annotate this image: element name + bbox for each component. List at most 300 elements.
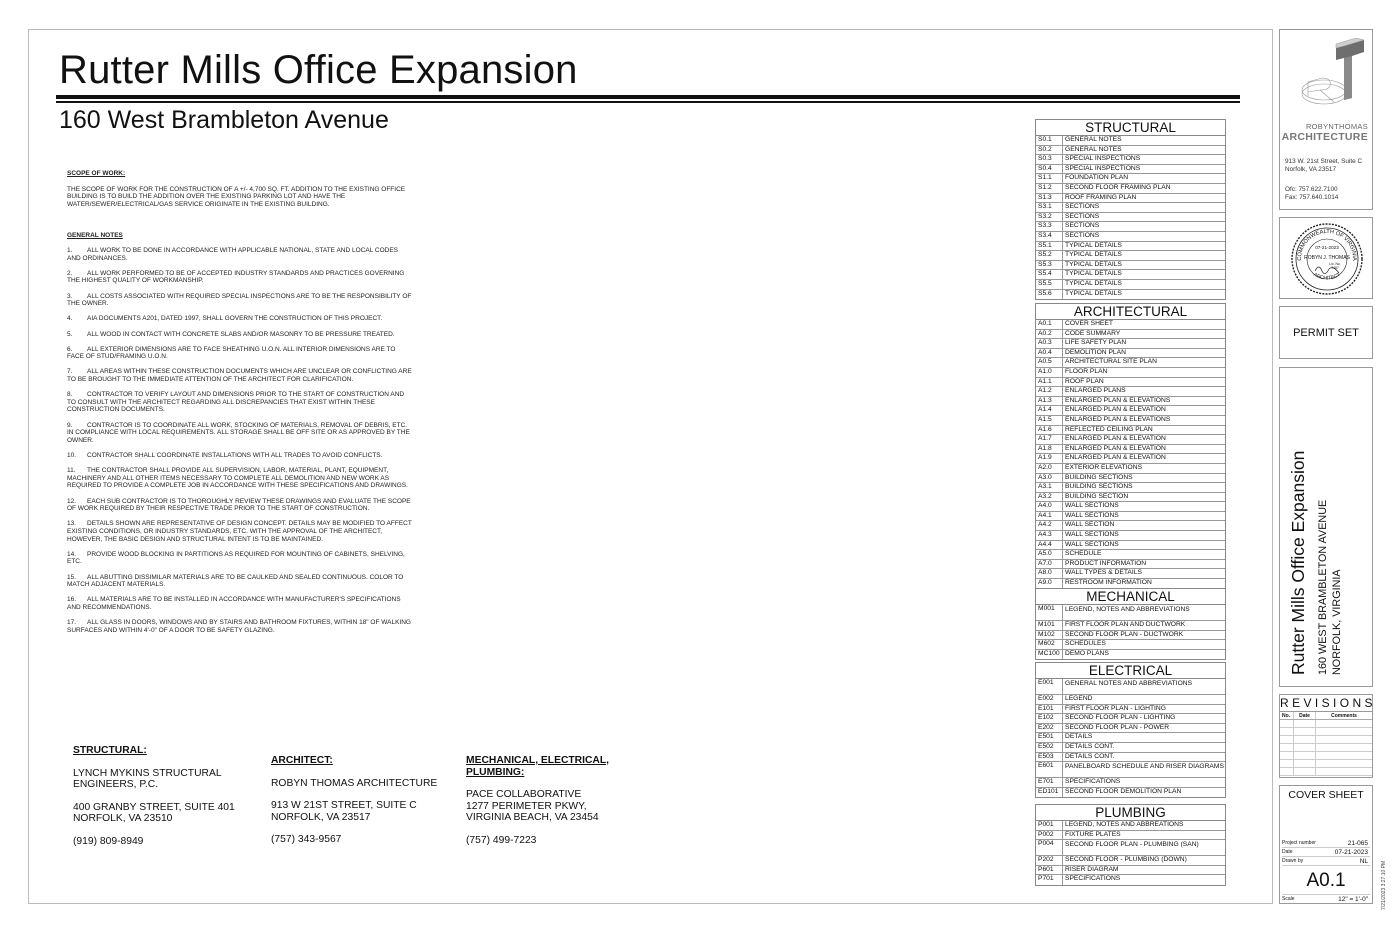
sheet-name: REFLECTED CEILING PLAN xyxy=(1065,425,1153,433)
general-note-number: 7. xyxy=(67,368,73,376)
firm-address: 913 W. 21st Street, Suite C xyxy=(1285,158,1363,165)
firm-logo-block xyxy=(1279,29,1373,210)
general-note-number: 14. xyxy=(67,550,77,558)
index-row xyxy=(1036,146,1225,156)
sheet-code: E001 xyxy=(1036,679,1063,694)
firm-name-bold: ARCHITECTURE xyxy=(1281,131,1368,143)
sheet-code: S1.2 xyxy=(1036,184,1063,193)
sheet-name: RESTROOM INFORMATION xyxy=(1065,579,1152,587)
revision-row xyxy=(1280,744,1372,752)
date-row xyxy=(1282,848,1370,857)
index-heading: ELECTRICAL xyxy=(1036,663,1225,679)
svg-text:ARCHITECT xyxy=(1312,272,1341,282)
index-row xyxy=(1036,349,1225,359)
general-note-number: 4. xyxy=(67,315,73,323)
index-row xyxy=(1036,724,1225,734)
general-note-text: AIA DOCUMENTS A201, DATED 1997, SHALL GOVERN THE CONSTRUCTION OF THIS PROJECT. xyxy=(87,315,383,323)
index-heading: PLUMBING xyxy=(1036,805,1225,821)
seal-date: 07-21-2023 xyxy=(1315,245,1339,250)
sheet-name: BUILDING SECTION xyxy=(1065,492,1129,500)
general-notes-heading: GENERAL NOTES xyxy=(67,232,123,240)
sheet-code: A4.2 xyxy=(1036,521,1063,530)
sheet-name: TYPICAL DETAILS xyxy=(1065,289,1122,297)
sheet-name: DETAILS CONT. xyxy=(1065,752,1115,760)
sheet-code: E002 xyxy=(1036,695,1063,704)
index-row xyxy=(1036,483,1225,493)
sheet-code: A3.1 xyxy=(1036,483,1063,492)
sheet-code: S3.3 xyxy=(1036,222,1063,231)
sheet-name: COVER SHEET xyxy=(1065,320,1113,327)
sheet-name: SCHEDULE xyxy=(1065,550,1102,558)
sheet-name: SPECIAL INSPECTIONS xyxy=(1065,164,1141,172)
index-row xyxy=(1036,502,1225,512)
index-row xyxy=(1036,778,1225,788)
general-note-item xyxy=(67,498,412,513)
project-street-vertical: 160 WEST BRAMBLETON AVENUE xyxy=(1317,499,1329,675)
general-note-item xyxy=(67,331,412,339)
sheet-name: BUILDING SECTIONS xyxy=(1065,473,1133,481)
general-note-text: PROVIDE WOOD BLOCKING IN PARTITIONS AS REQUIRED FOR MOUNTING OF CABINETS, SHELVING, ETC. xyxy=(67,550,405,566)
sheet-name: GENERAL NOTES xyxy=(1065,145,1122,153)
revision-row xyxy=(1280,752,1372,760)
index-row xyxy=(1036,136,1225,146)
general-notes-list xyxy=(67,247,412,634)
index-row xyxy=(1036,550,1225,560)
index-row xyxy=(1036,521,1225,531)
sheet-name: ENLARGED PLAN & ELEVATION xyxy=(1065,444,1166,452)
general-note-number: 6. xyxy=(67,345,73,353)
revisions-table xyxy=(1280,712,1372,776)
general-note-text: ALL EXTERIOR DIMENSIONS ARE TO FACE SHEATHING U.O.N. ALL INTERIOR DIMENSIONS ARE TO FACE OF STUD/FRAMING U.O.N. xyxy=(67,345,396,361)
contact-heading: ARCHITECT: xyxy=(271,755,333,766)
sheet-code: A0.1 xyxy=(1036,320,1063,329)
index-electrical xyxy=(1035,662,1226,798)
sheet-name: PRODUCT INFORMATION xyxy=(1065,559,1147,567)
general-note-item xyxy=(67,520,412,543)
index-row xyxy=(1036,753,1225,763)
project-title-vertical: Rutter Mills Office Expansion xyxy=(1288,450,1308,675)
sheet-name: ENLARGED PLAN & ELEVATION xyxy=(1065,435,1166,443)
index-mechanical xyxy=(1035,588,1226,660)
sheet-name: CODE SUMMARY xyxy=(1065,329,1121,337)
sheet-name: TYPICAL DETAILS xyxy=(1065,241,1122,249)
sheet-code: A1.1 xyxy=(1036,378,1063,387)
index-row xyxy=(1036,387,1225,397)
seal-license-label: Lic. No. xyxy=(1329,262,1341,266)
index-row xyxy=(1036,378,1225,388)
general-note-text: ALL WOOD IN CONTACT WITH CONCRETE SLABS AND/OR MASONRY TO BE PRESSURE TREATED. xyxy=(87,330,395,338)
general-note-item xyxy=(67,551,412,566)
scope-text: THE SCOPE OF WORK FOR THE CONSTRUCTION OF A +/- 4,700 SQ. FT. ADDITION TO THE EXISTING OFFICE BUILDING IS TO BUILD THE ADDITION OVER THE EXISTING PARKING LOT AND HAVE THE WATER/SEWER/ELECTRICAL/GAS SERVICE ORIGINATE IN THE EXISTING BUILDING. xyxy=(67,185,406,208)
general-note-text: ALL AREAS WITHIN THESE CONSTRUCTION DOCUMENTS WHICH ARE UNCLEAR OR CONFLICTING ARE TO BE BROUGHT TO THE IMMEDIATE ATTENTION OF THE ARCHITECT FOR CLARIFICATION. xyxy=(67,368,412,384)
sheet-code: A4.0 xyxy=(1036,502,1063,511)
sheet-name: TYPICAL DETAILS xyxy=(1065,260,1122,268)
general-note-text: DETAILS SHOWN ARE REPRESENTATIVE OF DESIGN CONCEPT. DETAILS MAY BE MODIFIED TO AFFECT EXISTING CONDITIONS, OR INDUSTRY STANDARDS, ETC. WITH THE APPROVAL OF THE ARCHITECT, HOWEVER, THE BASIC DESIGN AND STRUCTURAL INTENT IS TO BE MAINTAINED. xyxy=(67,520,412,543)
index-row xyxy=(1036,155,1225,165)
architect-seal-block xyxy=(1279,217,1373,299)
firm-address: Norfolk, VA 23517 xyxy=(1285,166,1337,173)
contact-name: PACE COLLABORATIVE xyxy=(466,789,582,800)
sheet-code: M001 xyxy=(1036,605,1063,620)
drawn-by-value: NL xyxy=(1359,858,1368,865)
sheet-name: DETAILS CONT. xyxy=(1065,742,1115,750)
sheet-name: SECOND FLOOR PLAN - DUCTWORK xyxy=(1065,630,1184,638)
sheet-name: DEMOLITION PLAN xyxy=(1065,348,1126,356)
sheet-code: A0.2 xyxy=(1036,330,1063,339)
revisions-title: REVISIONS xyxy=(1280,696,1376,710)
sheet-code: S0.1 xyxy=(1036,136,1063,145)
general-note-text: ALL MATERIALS ARE TO BE INSTALLED IN ACCORDANCE WITH MANUFACTURER'S SPECIFICATIONS AND RECOMMENDATIONS. xyxy=(67,596,401,611)
index-row xyxy=(1036,203,1225,213)
index-row xyxy=(1036,512,1225,522)
index-row xyxy=(1036,866,1225,876)
general-note-number: 10. xyxy=(67,452,77,459)
general-note-number: 2. xyxy=(67,269,73,277)
sheet-code: S5.4 xyxy=(1036,270,1063,279)
firm-fax: Fax: 757.640.1014 xyxy=(1285,194,1339,201)
general-note-text: ALL WORK PERFORMED TO BE OF ACCEPTED INDUSTRY STANDARDS AND PRACTICES GOVERNING THE HIGHEST QUALITY OF WORKMANSHIP. xyxy=(67,269,405,285)
sheet-code: M102 xyxy=(1036,631,1063,640)
general-note-number: 5. xyxy=(67,330,73,338)
drawn-by-row xyxy=(1282,857,1370,866)
general-note-number: 16. xyxy=(67,596,77,604)
sheet-code: E102 xyxy=(1036,714,1063,723)
date-value: 07-21-2023 xyxy=(1334,849,1368,856)
index-row xyxy=(1036,821,1225,831)
scale-row xyxy=(1282,894,1370,903)
contact-heading: MECHANICAL, ELECTRICAL, xyxy=(466,755,610,766)
general-note-item xyxy=(67,270,412,285)
sheet-name: WALL SECTION xyxy=(1065,521,1115,529)
revision-row xyxy=(1280,760,1372,768)
sheet-code: S0.3 xyxy=(1036,155,1063,164)
general-note-item xyxy=(67,346,412,361)
index-row xyxy=(1036,406,1225,416)
scope-heading: SCOPE OF WORK: xyxy=(67,170,126,177)
index-row xyxy=(1036,416,1225,426)
revisions-block xyxy=(1279,694,1376,778)
index-row xyxy=(1036,251,1225,261)
index-heading: STRUCTURAL xyxy=(1036,120,1225,136)
general-note-text: ALL ABUTTING DISSIMILAR MATERIALS ARE TO BE CAULKED AND SEALED CONTINUOUS. COLOR TO MATCH ADJACENT MATERIALS. xyxy=(67,573,404,589)
sheet-code: S5.2 xyxy=(1036,251,1063,260)
index-row xyxy=(1036,464,1225,474)
sheet-name: ENLARGED PLAN & ELEVATIONS xyxy=(1065,396,1171,404)
general-note-item xyxy=(67,619,412,634)
sheet-code: A5.0 xyxy=(1036,550,1063,559)
index-row xyxy=(1036,493,1225,503)
seal-name: ROBYN J. THOMAS xyxy=(1304,255,1350,261)
contact-address: 400 GRANBY STREET, SUITE 401 xyxy=(73,801,235,813)
index-row xyxy=(1036,222,1225,232)
project-number-row xyxy=(1282,839,1370,848)
index-row xyxy=(1036,621,1225,631)
general-note-item xyxy=(67,467,412,490)
index-architectural xyxy=(1035,303,1226,589)
sheet-name: SECTIONS xyxy=(1065,222,1100,230)
sheet-name: SECTIONS xyxy=(1065,203,1100,211)
sheet-name: SCHEDULES xyxy=(1065,640,1106,648)
sheet-code: A0.5 xyxy=(1036,358,1063,367)
seal-commonwealth: COMMONWEALTH OF VIRGINIA xyxy=(1296,228,1358,261)
index-row xyxy=(1036,569,1225,579)
title-rule-thick xyxy=(56,95,1240,99)
sheet-code: M101 xyxy=(1036,621,1063,630)
general-note-item xyxy=(67,596,412,611)
architect-seal-icon xyxy=(1289,221,1365,297)
sheet-name: EXTERIOR ELEVATIONS xyxy=(1065,463,1143,471)
sheet-code: A1.0 xyxy=(1036,368,1063,377)
contact-phone: (919) 809-8949 xyxy=(73,835,144,847)
sheet-code: A1.2 xyxy=(1036,387,1063,396)
index-row xyxy=(1036,174,1225,184)
contact-phone: (757) 343-9567 xyxy=(271,834,342,845)
sheet-code: A1.5 xyxy=(1036,416,1063,425)
project-number-label: Project number xyxy=(1282,840,1316,846)
general-note-item xyxy=(67,247,412,262)
sheet-code: A4.3 xyxy=(1036,531,1063,540)
contact-address: 913 W 21ST STREET, SUITE C xyxy=(271,800,417,811)
index-row xyxy=(1036,290,1225,299)
index-row xyxy=(1036,397,1225,407)
index-row xyxy=(1036,733,1225,743)
sheet-code: E601 xyxy=(1036,762,1063,777)
index-row xyxy=(1036,320,1225,330)
sheet-code: S1.1 xyxy=(1036,174,1063,183)
sheet-name: ROOF FRAMING PLAN xyxy=(1065,193,1137,201)
sheet-name: GENERAL NOTES AND ABBREVIATIONS xyxy=(1065,679,1193,687)
sheet-code: S3.2 xyxy=(1036,213,1063,222)
index-row xyxy=(1036,368,1225,378)
index-row xyxy=(1036,640,1225,650)
index-row xyxy=(1036,165,1225,175)
index-row xyxy=(1036,194,1225,204)
project-info-block xyxy=(1279,367,1373,687)
sheet-name: WALL SECTIONS xyxy=(1065,511,1119,519)
general-note-item xyxy=(67,391,412,414)
sheet-code: A2.0 xyxy=(1036,464,1063,473)
sheet-name: SPECIAL INSPECTIONS xyxy=(1065,155,1141,163)
index-row xyxy=(1036,454,1225,464)
revisions-header-row xyxy=(1280,712,1372,720)
index-row xyxy=(1036,531,1225,541)
sheet-name: FOUNDATION PLAN xyxy=(1065,174,1129,182)
index-row xyxy=(1036,445,1225,455)
index-row xyxy=(1036,184,1225,194)
sheet-name: ARCHITECTURAL SITE PLAN xyxy=(1065,358,1157,366)
sheet-name: PANELBOARD SCHEDULE AND RISER DIAGRAMS xyxy=(1065,762,1224,770)
sheet-code: A1.4 xyxy=(1036,406,1063,415)
index-row xyxy=(1036,330,1225,340)
contact-address: 1277 PERIMETER PKWY, xyxy=(466,800,587,812)
index-row xyxy=(1036,560,1225,570)
sheet-code: P004 xyxy=(1036,840,1063,855)
sheet-name: SECOND FLOOR FRAMING PLAN xyxy=(1065,183,1171,191)
index-row xyxy=(1036,831,1225,841)
general-note-number: 13. xyxy=(67,520,77,528)
index-row xyxy=(1036,339,1225,349)
sheet-code: E501 xyxy=(1036,733,1063,742)
contact-heading: STRUCTURAL: xyxy=(73,745,147,756)
sheet-info-block xyxy=(1279,785,1373,904)
general-note-item xyxy=(67,452,412,460)
revision-row xyxy=(1280,736,1372,744)
sheet-name: LIFE SAFETY PLAN xyxy=(1065,339,1127,347)
index-row xyxy=(1036,261,1225,271)
firm-logo-icon xyxy=(1300,38,1366,118)
sheet-code: S0.2 xyxy=(1036,146,1063,155)
sheet-name: RISER DIAGRAM xyxy=(1065,865,1119,873)
contact-address: NORFOLK, VA 23517 xyxy=(271,811,371,823)
sheet-name: SECTIONS xyxy=(1065,212,1100,220)
sheet-code: S5.5 xyxy=(1036,280,1063,289)
index-row xyxy=(1036,242,1225,252)
date-label: Date xyxy=(1282,849,1293,855)
sheet-name: LEGEND, NOTES AND ABBREATIONS xyxy=(1065,821,1184,828)
notes-block xyxy=(67,170,412,642)
contact-address: VIRGINIA BEACH, VA 23454 xyxy=(466,812,599,823)
index-row xyxy=(1036,695,1225,705)
general-note-number: 11. xyxy=(67,467,76,475)
scale-label: Scale xyxy=(1282,896,1295,902)
sheet-code: S5.1 xyxy=(1036,242,1063,251)
title-rule-thin xyxy=(56,101,1240,103)
index-row xyxy=(1036,762,1225,778)
sheet-code: A1.7 xyxy=(1036,435,1063,444)
index-heading: MECHANICAL xyxy=(1036,589,1225,605)
sheet-name: SECTIONS xyxy=(1065,231,1100,239)
general-note-text: ALL GLASS IN DOORS, WINDOWS AND BY STAIRS AND BATHROOM FIXTURES, WITHIN 18" OF WALKING SURFACES AND WITHIN 4'-0" OF A DOOR TO BE SAFETY GLAZING. xyxy=(67,619,411,634)
sheet-name: FLOOR PLAN xyxy=(1065,367,1108,375)
sheet-code: P601 xyxy=(1036,866,1063,875)
sheet-code: E502 xyxy=(1036,743,1063,752)
sheet-code: A4.1 xyxy=(1036,512,1063,521)
sheet-name: SECOND FLOOR PLAN - POWER xyxy=(1065,723,1170,731)
sheet-code: A1.3 xyxy=(1036,397,1063,406)
sheet-code: A0.3 xyxy=(1036,339,1063,348)
contact-structural xyxy=(73,745,235,847)
contact-mep xyxy=(466,755,609,846)
sheet-number: A0.1 xyxy=(1306,870,1346,891)
sheet-name: DEMO PLANS xyxy=(1065,649,1109,657)
sheet-name: SECOND FLOOR PLAN - PLUMBING (SAN) xyxy=(1065,840,1199,848)
sheet-code: A3.0 xyxy=(1036,474,1063,483)
general-note-number: 8. xyxy=(67,391,73,399)
sheet-code: E101 xyxy=(1036,705,1063,714)
index-row xyxy=(1036,474,1225,484)
sheet-name: FIRST FLOOR PLAN AND DUCTWORK xyxy=(1065,621,1186,628)
sheet-name: WALL SECTIONS xyxy=(1065,502,1119,510)
sheet-name: SPECIFICATIONS xyxy=(1065,875,1121,883)
general-note-item xyxy=(67,315,412,323)
general-note-number: 17. xyxy=(67,619,77,627)
general-note-text: EACH SUB CONTRACTOR IS TO THOROUGHLY REVIEW THESE DRAWINGS AND EVALUATE THE SCOPE OF WORK REQUIRED BY THEIR RESPECTIVE TRADE PRIOR TO THE START OF CONSTRUCTION. xyxy=(67,497,411,513)
general-note-text: CONTRACTOR TO VERIFY LAYOUT AND DIMENSIONS PRIOR TO THE START OF CONSTRUCTION AND TO CONSULT WITH THE ARCHITECT REGARDING ALL DISCREPANCIES THAT EXIST WITHIN THESE CONSTRUCTION DOCUMENTS. xyxy=(67,391,405,414)
sheet-name: ENLARGED PLAN & ELEVATION xyxy=(1065,454,1166,462)
index-row xyxy=(1036,579,1225,588)
sheet-code: A4.4 xyxy=(1036,541,1063,550)
index-row xyxy=(1036,270,1225,280)
seal-architect: ARCHITECT xyxy=(1312,271,1342,282)
sheet-name: SECOND FLOOR PLAN - LIGHTING xyxy=(1065,714,1176,722)
general-note-text: ALL COSTS ASSOCIATED WITH REQUIRED SPECIAL INSPECTIONS ARE TO BE THE RESPONSIBILITY OF THE OWNER. xyxy=(67,292,412,308)
index-row xyxy=(1036,605,1225,621)
index-row xyxy=(1036,788,1225,797)
sheet-code: S3.1 xyxy=(1036,203,1063,212)
sheet-name: LEGEND xyxy=(1065,695,1093,702)
sheet-code: A9.0 xyxy=(1036,579,1063,588)
index-row xyxy=(1036,714,1225,724)
sheet-name: WALL SECTIONS xyxy=(1065,540,1119,548)
sheet-name: ROOF PLAN xyxy=(1065,377,1104,385)
sheet-name: TYPICAL DETAILS xyxy=(1065,279,1122,287)
general-note-item xyxy=(67,574,412,589)
sheet-code: A1.6 xyxy=(1036,426,1063,435)
general-note-item xyxy=(67,422,412,445)
sheet-name: WALL SECTIONS xyxy=(1065,531,1119,539)
rev-col-no: No. xyxy=(1280,712,1294,719)
sheet-code: A1.8 xyxy=(1036,445,1063,454)
sheet-code: E701 xyxy=(1036,778,1063,787)
sheet-code: A3.2 xyxy=(1036,493,1063,502)
index-row xyxy=(1036,705,1225,715)
plot-timestamp: 7/21/2023 3:27:10 PM xyxy=(1381,860,1387,910)
index-row xyxy=(1036,856,1225,866)
index-plumbing xyxy=(1035,804,1226,886)
sheet-code: E503 xyxy=(1036,753,1063,762)
contact-name: ROBYN THOMAS ARCHITECTURE xyxy=(271,777,438,789)
index-row xyxy=(1036,840,1225,856)
general-note-number: 12. xyxy=(67,497,77,505)
sheet-code: S5.6 xyxy=(1036,290,1063,299)
sheet-name: WALL TYPES & DETAILS xyxy=(1065,569,1142,577)
project-city-vertical: NORFOLK, VIRGINIA xyxy=(1331,569,1343,675)
general-note-number: 9. xyxy=(67,421,73,429)
sheet-code: MC100 xyxy=(1036,650,1063,659)
scale-value: 12" = 1'-0" xyxy=(1338,896,1368,903)
index-row xyxy=(1036,875,1225,884)
drawn-by-label: Drawn by xyxy=(1282,858,1304,864)
sheet-code: S1.3 xyxy=(1036,194,1063,203)
index-row xyxy=(1036,435,1225,445)
sheet-name: FIRST FLOOR PLAN - LIGHTING xyxy=(1065,704,1166,712)
sheet-code: A0.4 xyxy=(1036,349,1063,358)
rev-col-comments: Comments xyxy=(1331,713,1357,719)
rev-col-date: Date xyxy=(1294,712,1316,719)
firm-phone: Ofc: 757.622.7100 xyxy=(1285,186,1338,193)
sheet-name: SECOND FLOOR - PLUMBING (DOWN) xyxy=(1065,856,1187,864)
sheet-code: A7.0 xyxy=(1036,560,1063,569)
sheet-code: E202 xyxy=(1036,724,1063,733)
sheet-code: P202 xyxy=(1036,856,1063,865)
permit-set-label: PERMIT SET xyxy=(1293,327,1359,339)
index-row xyxy=(1036,631,1225,641)
sheet-name: LEGEND, NOTES AND ABBREVIATIONS xyxy=(1065,605,1190,613)
revision-row xyxy=(1280,720,1372,728)
contact-name: ENGINEERS, P.C. xyxy=(73,779,159,790)
firm-name: ROBYNTHOMAS xyxy=(1305,122,1368,131)
general-note-text: CONTRACTOR SHALL COORDINATE INSTALLATIONS WITH ALL TRADES TO AVOID CONFLICTS. xyxy=(87,452,383,459)
project-number-value: 21-065 xyxy=(1347,840,1368,847)
sheet-name: ENLARGED PLAN & ELEVATION xyxy=(1065,406,1166,414)
seal-license-number: 7487 xyxy=(1331,266,1339,270)
general-note-text: ALL WORK TO BE DONE IN ACCORDANCE WITH APPLICABLE NATIONAL, STATE AND LOCAL CODES AND ORDINANCES. xyxy=(67,246,398,262)
general-note-number: 3. xyxy=(67,292,73,300)
sheet-name: FIXTURE PLATES xyxy=(1065,830,1121,838)
general-note-text: CONTRACTOR IS TO COORDINATE ALL WORK, STOCKING OF MATERIALS, REMOVAL OF DEBRIS, ETC. IN COMPLIANCE WITH LOCAL REQUIREMENTS. ALL STORAGE SHALL BE OFF SITE OR AS APPROVED BY THE OWNER. xyxy=(67,421,410,444)
sheet-name: ENLARGED PLAN & ELEVATIONS xyxy=(1065,415,1171,423)
sheet-name: DETAILS xyxy=(1065,733,1093,741)
